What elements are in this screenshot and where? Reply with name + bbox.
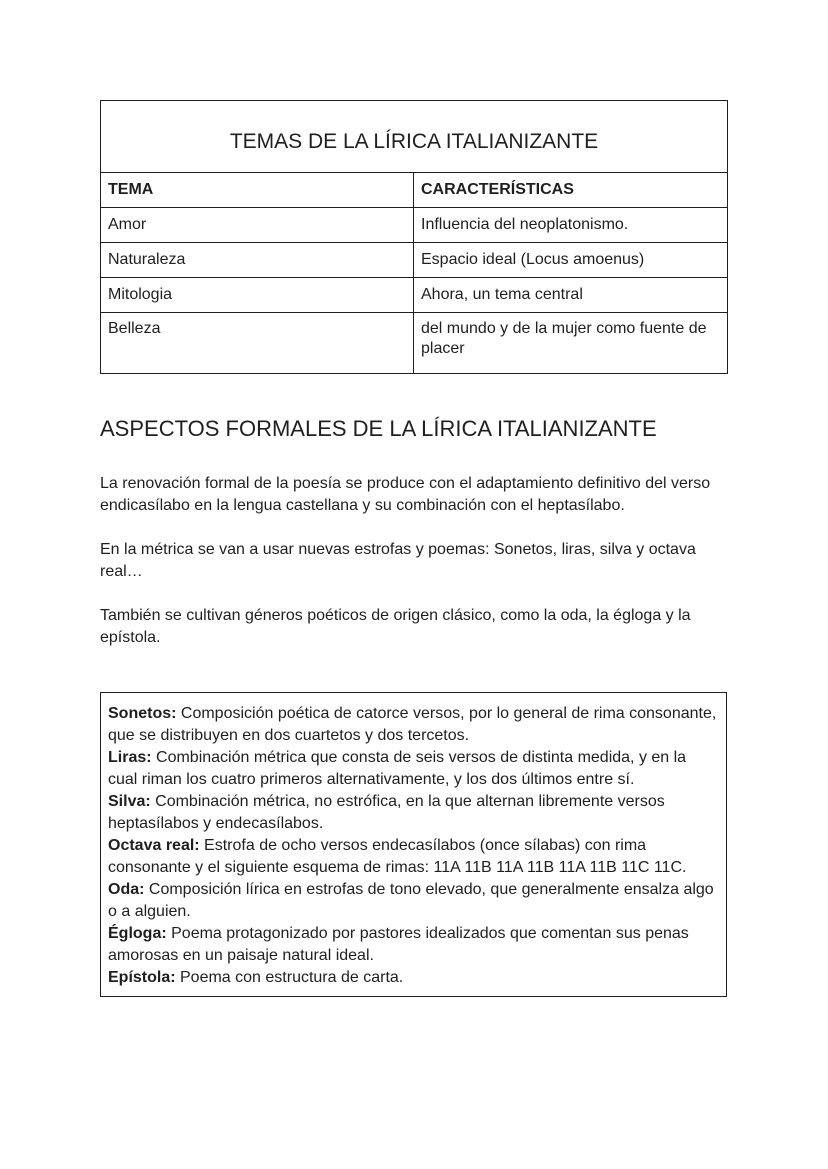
table-row [101,208,728,243]
glossary-definition: Combinación métrica, no estrófica, en la que alternan libremente versos heptasílabos y endecasílabos. [108,793,665,832]
paragraph: En la métrica se van a usar nuevas estrofas y poemas: Sonetos, liras, silva y octava real… [100,541,696,580]
table-cell-tema: Belleza [101,313,414,374]
table-row [101,278,728,313]
themes-table [100,100,728,374]
glossary-definition: Poema con estructura de carta. [175,969,404,986]
table-cell-caracteristicas: Espacio ideal (Locus amoenus) [414,243,728,278]
glossary-term: Epístola: [108,969,176,986]
paragraph: También se cultivan géneros poéticos de origen clásico, como la oda, la égloga y la epístola. [100,607,691,646]
glossary-definition: Estrofa de ocho versos endecasílabos (once sílabas) con rima consonante y el siguiente esquema de rimas: 11A 11B 11A 11B 11A 11B 11C 11C. [108,837,687,876]
glossary-entry-liras [108,747,719,791]
table-cell-tema: Amor [101,208,414,243]
table-cell-tema: Naturaleza [101,243,414,278]
glossary-term: Oda: [108,881,145,898]
column-header-tema: TEMA [101,173,414,208]
glossary-term: Silva: [108,793,151,810]
table-cell-caracteristicas: Ahora, un tema central [414,278,728,313]
glossary-definition: Poema protagonizado por pastores idealizados que comentan sus penas amorosas en un paisaje natural ideal. [108,925,689,964]
table-row [101,243,728,278]
section-heading: ASPECTOS FORMALES DE LA LÍRICA ITALIANIZANTE [100,416,657,441]
glossary-entry-octava-real [108,835,719,879]
glossary-entry-silva [108,791,719,835]
glossary-definition: Combinación métrica que consta de seis versos de distinta medida, y en la cual riman los cuatro primeros alternativamente, y los dos últimos entre sí. [108,749,687,788]
table-title: TEMAS DE LA LÍRICA ITALIANIZANTE [101,101,728,173]
glossary-term: Octava real: [108,837,200,854]
glossary-box [100,692,727,997]
glossary-entry-egloga [108,923,719,967]
glossary-entry-oda [108,879,719,923]
table-cell-tema: Mitologia [101,278,414,313]
table-cell-caracteristicas: Influencia del neoplatonismo. [414,208,728,243]
glossary-entry-sonetos [108,703,719,747]
glossary-definition: Composición lírica en estrofas de tono elevado, que generalmente ensalza algo o a alguien. [108,881,714,920]
table-cell-caracteristicas: del mundo y de la mujer como fuente de placer [414,313,728,374]
table-title-row [101,101,728,173]
glossary-entry-epistola [108,967,719,989]
glossary-term: Égloga: [108,925,167,942]
paragraph: La renovación formal de la poesía se produce con el adaptamiento definitivo del verso endicasílabo en la lengua castellana y su combinación con el heptasílabo. [100,475,711,514]
table-row [101,313,728,374]
table-header-row [101,173,728,208]
glossary-term: Sonetos: [108,705,177,722]
glossary-term: Liras: [108,749,152,766]
column-header-caracteristicas: CARACTERÍSTICAS [414,173,728,208]
glossary-definition: Composición poética de catorce versos, por lo general de rima consonante, que se distribuyen en dos cuartetos y dos tercetos. [108,705,717,744]
